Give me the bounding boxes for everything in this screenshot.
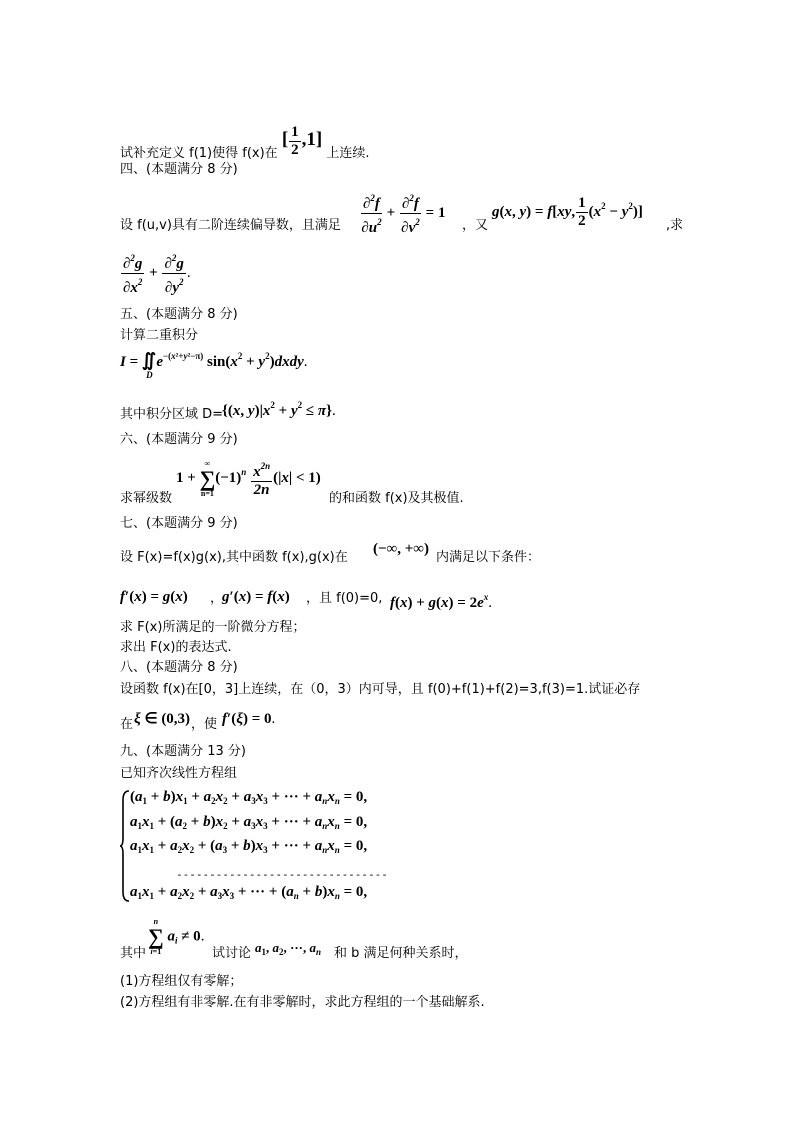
xi-interval-formula: ξ ∈ (0,3) (134, 711, 191, 727)
laplacian-g-formula: $\frac{\partial^2g}{\partial x^2}$ + $\frac{\partial^2g}{\partial y^2}$ . (120, 250, 191, 297)
section8-line1: 设函数 f(x)在[0，3]上连续，在（0，3）内可导，且 f(0)+f(1)+f(2)=3,f(3)=1.试证必存 (120, 682, 641, 697)
section8-heading: 八、(本题满分 8 分) (120, 660, 238, 675)
section7-text-b: 内满足以下条件： (436, 550, 541, 565)
section8-text-b: ，使 (191, 717, 218, 732)
section6-text-a: 求幂级数 (120, 491, 173, 506)
sum-nonzero-formula: n ∑ i=1 $a_i \ne 0$. (148, 917, 205, 956)
frac-d2f-du2: $\frac{\partial^2f}{\partial u^2}$ (361, 190, 382, 237)
interval-open: [ (281, 128, 289, 150)
laplace-condition-formula: $\frac{\partial^2f}{\partial u^2}$ + $\frac{\partial^2f}{\partial v^2}$ = 1 (360, 190, 445, 237)
region-formula: {(x, $y)|x^2 + y^2 \le \pi$}. (222, 400, 336, 419)
section4-text-c: ,求 (666, 218, 684, 233)
section4-text-b: ，又 (462, 218, 489, 233)
section6-heading: 六、(本题满分 9 分) (120, 432, 238, 447)
section6-text-b: 的和函数 f(x)及其极值. (329, 491, 464, 506)
section5-line1: 计算二重积分 (120, 328, 199, 343)
power-series-formula: 1 + ∞ ∑ n=1 $(-1)^n$ $\frac{x^{2n}}{2n}$ (|x| < 1) (176, 458, 321, 498)
section9-item2: (2)方程组有非零解.在有非零解时，求此方程组的一个基础解系. (120, 995, 485, 1010)
coefficients-formula: $a_1$, $a_2$, ···, $a_n$ (255, 940, 322, 957)
f-prime-zero-formula: f′(ξ) = 0. (222, 711, 276, 727)
system-ellipsis-dashes: -------------------------------- (176, 868, 388, 881)
section7-text-a: 设 F(x)=f(x)g(x),其中函数 f(x),g(x)在 (120, 550, 348, 565)
condition-g-prime: g′(x) = f(x) (222, 589, 290, 605)
g-definition-formula: g(x, y) = f[xy, $\frac{1}{2}$ $(x^2 - y^2)$] (492, 195, 643, 229)
interval-num: 1 (291, 124, 299, 140)
section7-item1: 求 F(x)所满足的一阶微分方程； (120, 620, 306, 635)
section4-heading: 四、(本题满分 8 分) (120, 162, 238, 177)
section5-heading: 五、(本题满分 8 分) (120, 307, 238, 322)
system-brace (120, 790, 130, 902)
continuity-text-a: 试补充定义 f(1)使得 f(x)在 (120, 145, 278, 161)
section9-item1: (1)方程组仅有零解； (120, 974, 243, 989)
section9-line1: 已知齐次线性方程组 (120, 766, 238, 781)
interval-fraction (289, 124, 301, 159)
section7-heading: 七、(本题满分 9 分) (120, 516, 238, 531)
section9-heading: 九、(本题满分 13 分) (120, 744, 246, 759)
section7-cond-text: ，且 f(0)=0, (306, 591, 383, 606)
section7-cond-mid: ， (210, 591, 224, 606)
interval-formula (282, 124, 322, 159)
condition-sum: $f(x) + g(x) = 2e^x$. (390, 592, 493, 611)
system-equation-1: $(a_1 + b)x_1 + a_2x_2 + a_3x_3$ + ··· + $a_nx_n = 0$, (130, 789, 368, 806)
section5-region-label: 其中积分区域 D= (120, 407, 224, 422)
system-equation-n: $a_1x_1 + a_2x_2 + a_3x_3$ + ··· + $(a_n + b)x_n = 0$, (130, 884, 368, 901)
interval-close: ,1] (301, 128, 323, 150)
condition-f-prime: f′(x) = g(x) (120, 589, 188, 605)
continuity-line (120, 124, 370, 162)
system-equation-3: $a_1x_1 + a_2x_2 + (a_3 + b)x_3$ + ··· + $a_nx_n = 0$, (130, 838, 368, 855)
system-equation-2: $a_1x_1 + (a_2 + b)x_2 + a_3x_3$ + ··· + $a_nx_n = 0$, (130, 814, 368, 831)
section9-text-b: 试讨论 (212, 946, 252, 961)
section9-text-a: 其中 (120, 946, 147, 961)
frac-one-half: $\frac{1}{2}$ (578, 195, 586, 229)
frac-d2g-dx2: $\frac{\partial^2g}{\partial x^2}$ (121, 250, 144, 297)
real-line-formula: (−∞, +∞) (373, 541, 429, 557)
section7-item2: 求出 F(x)的表达式. (120, 640, 232, 655)
interval-den: 2 (291, 142, 299, 158)
frac-d2g-dy2: $\frac{\partial^2g}{\partial y^2}$ (162, 250, 185, 297)
section4-text-a: 设 f(u,v)具有二阶连续偏导数，且满足 (120, 218, 341, 233)
section9-text-c: 和 b 满足何种关系时， (334, 946, 468, 961)
frac-x2n-2n: $\frac{x^{2n}}{2n}$ (251, 458, 272, 499)
continuity-text-b: 上连续. (326, 145, 370, 161)
frac-d2f-dv2: $\frac{\partial^2f}{\partial v^2}$ (400, 190, 421, 237)
double-integral-formula: $I = ∬_D$ $e^{-(x^2+y^2-\pi)}$ $\sin(x^2$ + $y^2)dxdy$. (120, 350, 308, 380)
section8-text-a: 在 (120, 717, 134, 732)
